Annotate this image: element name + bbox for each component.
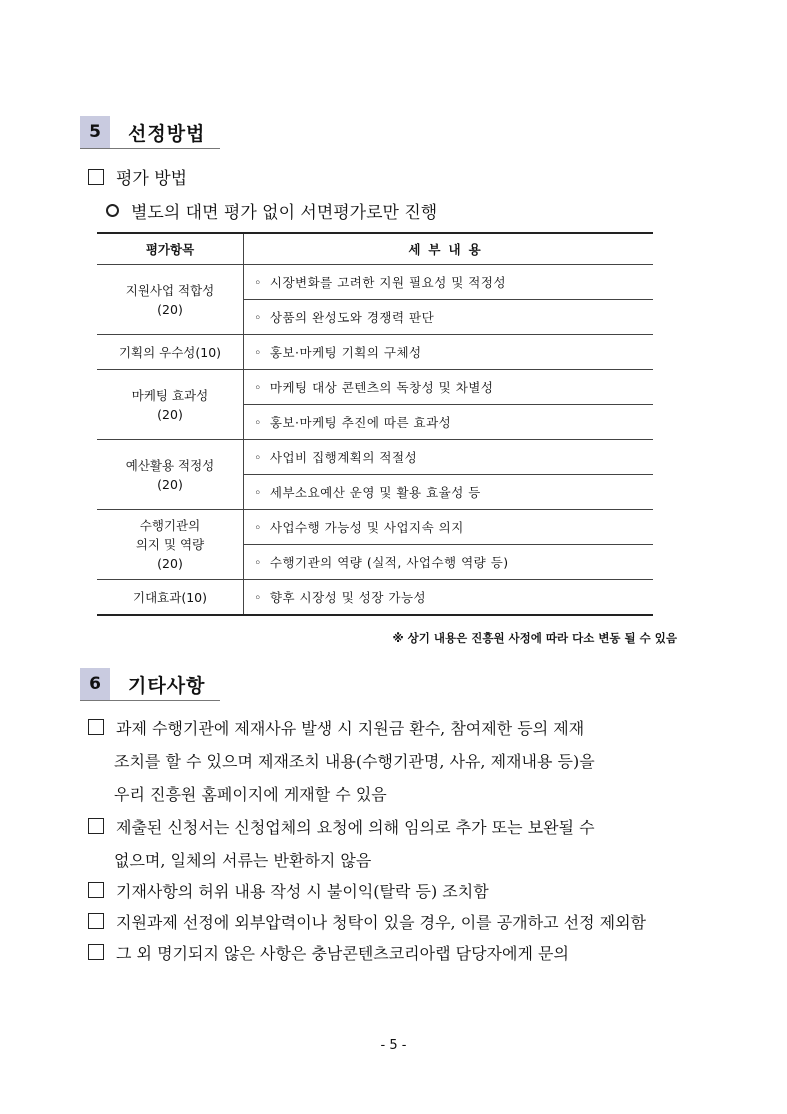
section-6-heading xyxy=(80,668,205,700)
heading-underline xyxy=(80,700,220,701)
heading-underline xyxy=(80,148,220,149)
method-heading: 평가 방법 xyxy=(88,164,187,189)
evaluation-table xyxy=(97,232,653,616)
detail-cell: ◦ 세부소요예산 운영 및 활용 효율성 등 xyxy=(244,475,654,510)
section-5-heading xyxy=(80,116,205,148)
circle-bullet-icon xyxy=(106,204,119,217)
method-subitem: 별도의 대면 평가 없이 서면평가로만 진행 xyxy=(106,198,437,223)
section-title: 선정방법 xyxy=(128,122,206,145)
list-item-continuation: 우리 진흥원 홈페이지에 게재할 수 있음 xyxy=(114,785,387,804)
item-cell: 기대효과(10) xyxy=(97,580,244,616)
checkbox-square-icon xyxy=(88,169,104,185)
header-item: 평가항목 xyxy=(97,233,244,265)
table-row xyxy=(97,265,653,300)
item-cell: 마케팅 효과성 (20) xyxy=(97,370,244,440)
checkbox-square-icon xyxy=(88,913,104,929)
page-number: - 5 - xyxy=(380,1038,407,1053)
list-item: 지원과제 선정에 외부압력이나 청탁이 있을 경우, 이를 공개하고 선정 제외함 xyxy=(88,910,646,933)
table-note: ※ 상기 내용은 진흥원 사정에 따라 다소 변동 될 수 있음 xyxy=(392,631,677,645)
header-detail: 세부내용 xyxy=(244,233,654,265)
list-item-continuation: 조치를 할 수 있으며 제재조치 내용(수행기관명, 사유, 제재내용 등)을 xyxy=(114,752,595,771)
list-item: 과제 수행기관에 제재사유 발생 시 지원금 환수, 참여제한 등의 제재 xyxy=(88,716,584,739)
checkbox-square-icon xyxy=(88,719,104,735)
checkbox-square-icon xyxy=(88,882,104,898)
table-row xyxy=(97,370,653,405)
section-title: 기타사항 xyxy=(128,674,206,697)
table-header-row xyxy=(97,233,653,265)
checkbox-square-icon xyxy=(88,944,104,960)
checkbox-square-icon xyxy=(88,818,104,834)
detail-cell: ◦ 향후 시장성 및 성장 가능성 xyxy=(244,580,654,616)
item-cell: 수행기관의 의지 및 역량 (20) xyxy=(97,510,244,580)
list-item-continuation: 없으며, 일체의 서류는 반환하지 않음 xyxy=(114,851,372,870)
item-cell: 예산활용 적정성 (20) xyxy=(97,440,244,510)
detail-cell: ◦ 수행기관의 역량 (실적, 사업수행 역량 등) xyxy=(244,545,654,580)
item-cell: 지원사업 적합성 (20) xyxy=(97,265,244,335)
list-item: 제출된 신청서는 신청업체의 요청에 의해 임의로 추가 또는 보완될 수 xyxy=(88,815,595,838)
table-row xyxy=(97,510,653,545)
list-item: 기재사항의 허위 내용 작성 시 불이익(탈락 등) 조치함 xyxy=(88,879,489,902)
detail-cell: ◦ 사업수행 가능성 및 사업지속 의지 xyxy=(244,510,654,545)
detail-cell: ◦ 시장변화를 고려한 지원 필요성 및 적정성 xyxy=(244,265,654,300)
item-cell: 기획의 우수성(10) xyxy=(97,335,244,370)
list-item: 그 외 명기되지 않은 사항은 충남콘텐츠코리아랩 담당자에게 문의 xyxy=(88,941,569,964)
table-row xyxy=(97,440,653,475)
section-number: 5 xyxy=(80,116,110,148)
table-row xyxy=(97,580,653,616)
detail-cell: ◦ 마케팅 대상 콘텐츠의 독창성 및 차별성 xyxy=(244,370,654,405)
detail-cell: ◦ 홍보·마케팅 기획의 구체성 xyxy=(244,335,654,370)
table-row xyxy=(97,335,653,370)
detail-cell: ◦ 상품의 완성도와 경쟁력 판단 xyxy=(244,300,654,335)
section-number: 6 xyxy=(80,668,110,700)
detail-cell: ◦ 사업비 집행계획의 적절성 xyxy=(244,440,654,475)
detail-cell: ◦ 홍보·마케팅 추진에 따른 효과성 xyxy=(244,405,654,440)
